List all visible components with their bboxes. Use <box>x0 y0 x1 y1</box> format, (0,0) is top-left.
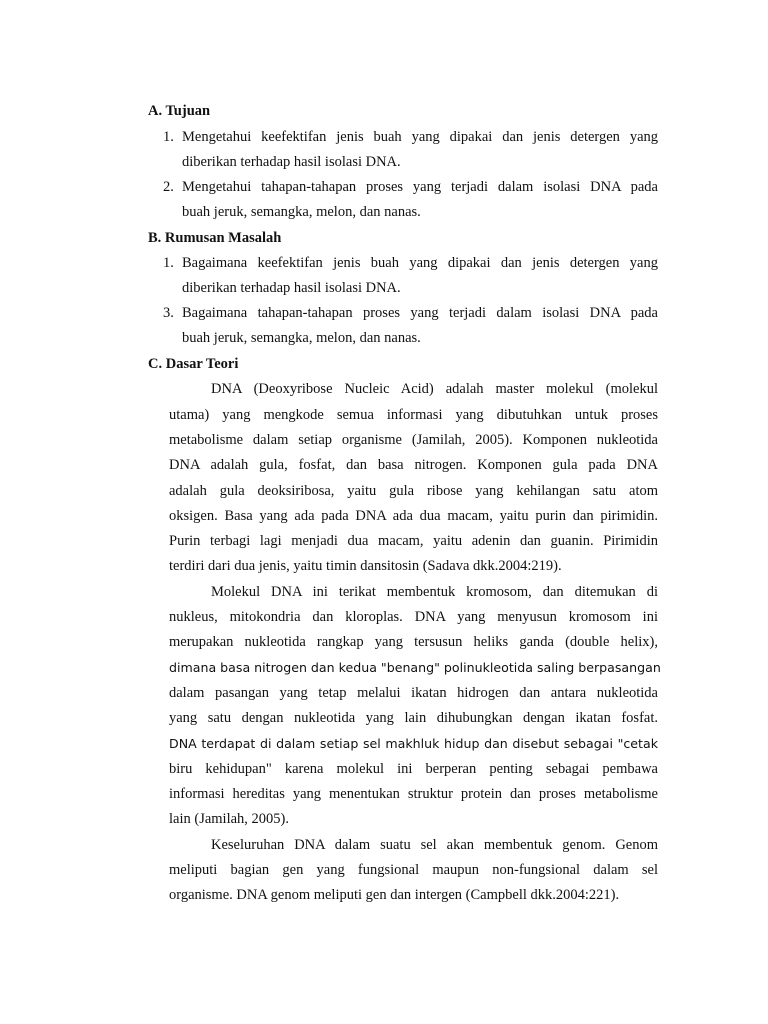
paragraph-line: dimana basa nitrogen dan kedua "benang" polinukleotida saling berpasangan <box>169 660 661 675</box>
list-number: 1. <box>163 129 174 145</box>
list-item-line: diberikan terhadap hasil isolasi DNA. <box>182 154 401 170</box>
paragraph-line: DNA terdapat di dalam setiap sel makhluk hidup dan disebut sebagai "cetak <box>169 736 658 751</box>
list-item-line: Bagaimana tahapan-tahapan proses yang terjadi dalam isolasi DNA pada <box>182 305 658 321</box>
paragraph-line: utama) yang mengkode semua informasi yang dibutuhkan untuk proses <box>169 407 658 423</box>
list-item-line: buah jeruk, semangka, melon, dan nanas. <box>182 330 421 346</box>
list-number: 1. <box>163 255 174 271</box>
paragraph-line: DNA (Deoxyribose Nucleic Acid) adalah master molekul (molekul <box>211 381 658 397</box>
paragraph-line: merupakan nukleotida rangkap yang tersusun heliks ganda (double helix), <box>169 634 658 650</box>
paragraph-line: Keseluruhan DNA dalam suatu sel akan membentuk genom. Genom <box>211 837 658 853</box>
section-heading-tujuan: A. Tujuan <box>148 103 211 119</box>
list-item-line: Mengetahui tahapan-tahapan proses yang terjadi dalam isolasi DNA pada <box>182 179 658 195</box>
list-number: 2. <box>163 179 174 195</box>
list-item-line: Mengetahui keefektifan jenis buah yang dipakai dan jenis detergen yang <box>182 129 658 145</box>
paragraph-line: terdiri dari dua jenis, yaitu timin dansitosin (Sadava dkk.2004:219). <box>169 558 562 574</box>
paragraph-line: DNA adalah gula, fosfat, dan basa nitrogen. Komponen gula pada DNA <box>169 457 658 473</box>
list-item-line: Bagaimana keefektifan jenis buah yang dipakai dan jenis detergen yang <box>182 255 658 271</box>
paragraph-line: lain (Jamilah, 2005). <box>169 811 290 827</box>
paragraph-line: nukleus, mitokondria dan kloroplas. DNA yang menyusun kromosom ini <box>169 609 658 625</box>
list-item-line: buah jeruk, semangka, melon, dan nanas. <box>182 204 421 220</box>
list-number: 3. <box>163 305 174 321</box>
paragraph-line: organisme. DNA genom meliputi gen dan intergen (Campbell dkk.2004:221). <box>169 887 620 903</box>
paragraph-line: Molekul DNA ini terikat membentuk kromosom, dan ditemukan di <box>211 584 658 600</box>
list-item-line: diberikan terhadap hasil isolasi DNA. <box>182 280 401 296</box>
paragraph-line: informasi hereditas yang menentukan struktur protein dan proses metabolisme <box>169 786 658 802</box>
paragraph-line: metabolisme dalam setiap organisme (Jamilah, 2005). Komponen nukleotida <box>169 432 658 448</box>
section-heading-rumusan-masalah: B. Rumusan Masalah <box>148 230 282 246</box>
paragraph-line: adalah gula deoksiribosa, yaitu gula ribose yang kehilangan satu atom <box>169 483 658 499</box>
section-heading-dasar-teori: C. Dasar Teori <box>148 356 239 372</box>
paragraph-line: meliputi bagian gen yang fungsional maupun non-fungsional dalam sel <box>169 862 658 878</box>
paragraph-line: yang satu dengan nukleotida yang lain dihubungkan dengan ikatan fosfat. <box>169 710 658 726</box>
paragraph-line: oksigen. Basa yang ada pada DNA ada dua macam, yaitu purin dan pirimidin. <box>169 508 658 524</box>
paragraph-line: dalam pasangan yang tetap melalui ikatan hidrogen dan antara nukleotida <box>169 685 658 701</box>
paragraph-line: Purin terbagi lagi menjadi dua macam, yaitu adenin dan guanin. Pirimidin <box>169 533 658 549</box>
paragraph-line: biru kehidupan" karena molekul ini berperan penting sebagai pembawa <box>169 761 658 777</box>
